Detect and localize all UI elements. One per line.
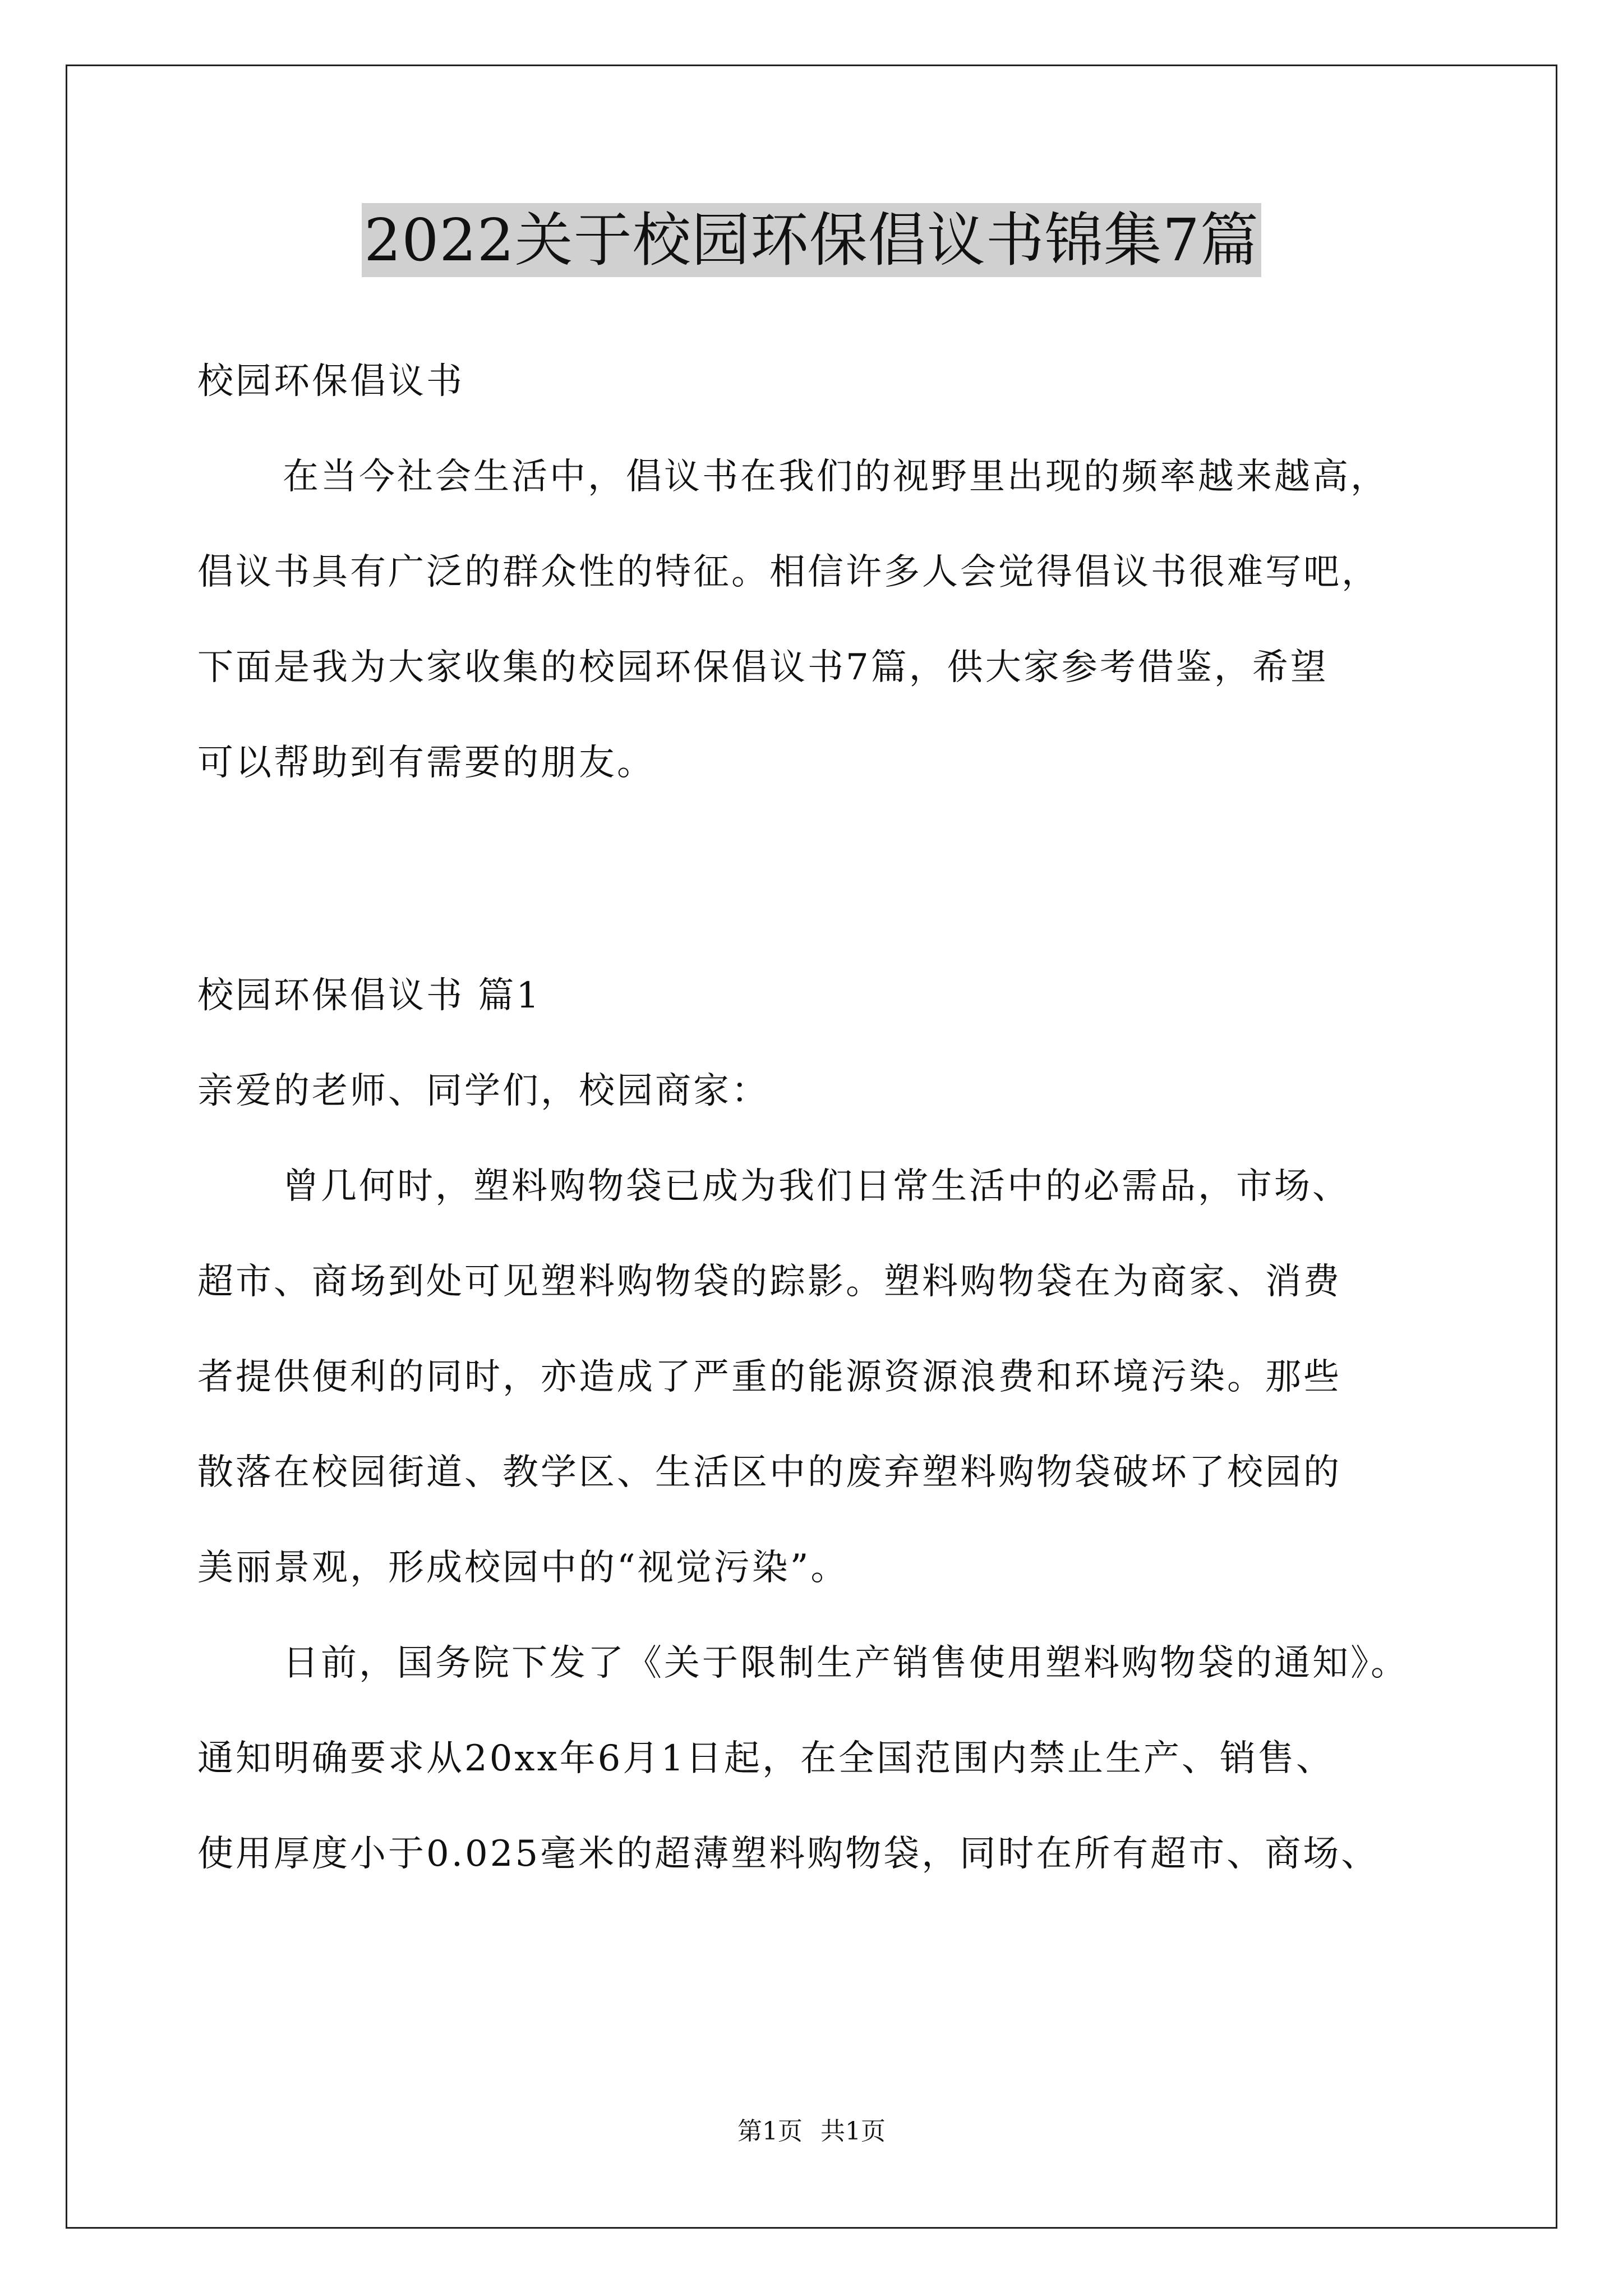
intro-line-3: 下面是我为大家收集的校园环保倡议书7篇，供大家参考借鉴，希望: [197, 647, 1329, 688]
page-footer: [0, 2116, 1623, 2147]
section-heading: 校园环保倡议书 篇1: [197, 975, 542, 1016]
paragraph1-line-5: 美丽景观，形成校园中的“视觉污染”。: [197, 1547, 849, 1589]
intro-line-4: 可以帮助到有需要的朋友。: [197, 742, 655, 784]
paragraph1-line-2: 超市、商场到处可见塑料购物袋的踪影。塑料购物袋在为商家、消费: [197, 1261, 1341, 1303]
paragraph2-line-1: 日前，国务院下发了《关于限制生产销售使用塑料购物袋的通知》。: [283, 1642, 1409, 1684]
title-container: [0, 203, 1623, 277]
paragraph1-line-4: 散落在校园街道、教学区、生活区中的废弃塑料购物袋破坏了校园的: [197, 1452, 1341, 1493]
salutation: 亲爱的老师、同学们，校园商家：: [197, 1070, 769, 1112]
intro-line-1: 在当今社会生活中，倡议书在我们的视野里出现的频率越来越高，: [283, 456, 1389, 498]
paragraph1-line-1: 曾几何时，塑料购物袋已成为我们日常生活中的必需品，市场、: [283, 1166, 1350, 1207]
paragraph2-line-3: 使用厚度小于0.025毫米的超薄塑料购物袋，同时在所有超市、商场、: [197, 1833, 1380, 1875]
paragraph2-line-2: 通知明确要求从20xx年6月1日起，在全国范围内禁止生产、销售、: [197, 1738, 1335, 1779]
page-total: 共1页: [820, 2117, 886, 2146]
intro-line-2: 倡议书具有广泛的群众性的特征。相信许多人会觉得倡议书很难写吧，: [197, 551, 1380, 593]
document-title: 2022关于校园环保倡议书锦集7篇: [362, 203, 1261, 277]
page-number: 第1页: [737, 2117, 803, 2146]
intro-heading: 校园环保倡议书: [197, 361, 464, 402]
paragraph1-line-3: 者提供便利的同时，亦造成了严重的能源资源浪费和环境污染。那些: [197, 1356, 1341, 1398]
